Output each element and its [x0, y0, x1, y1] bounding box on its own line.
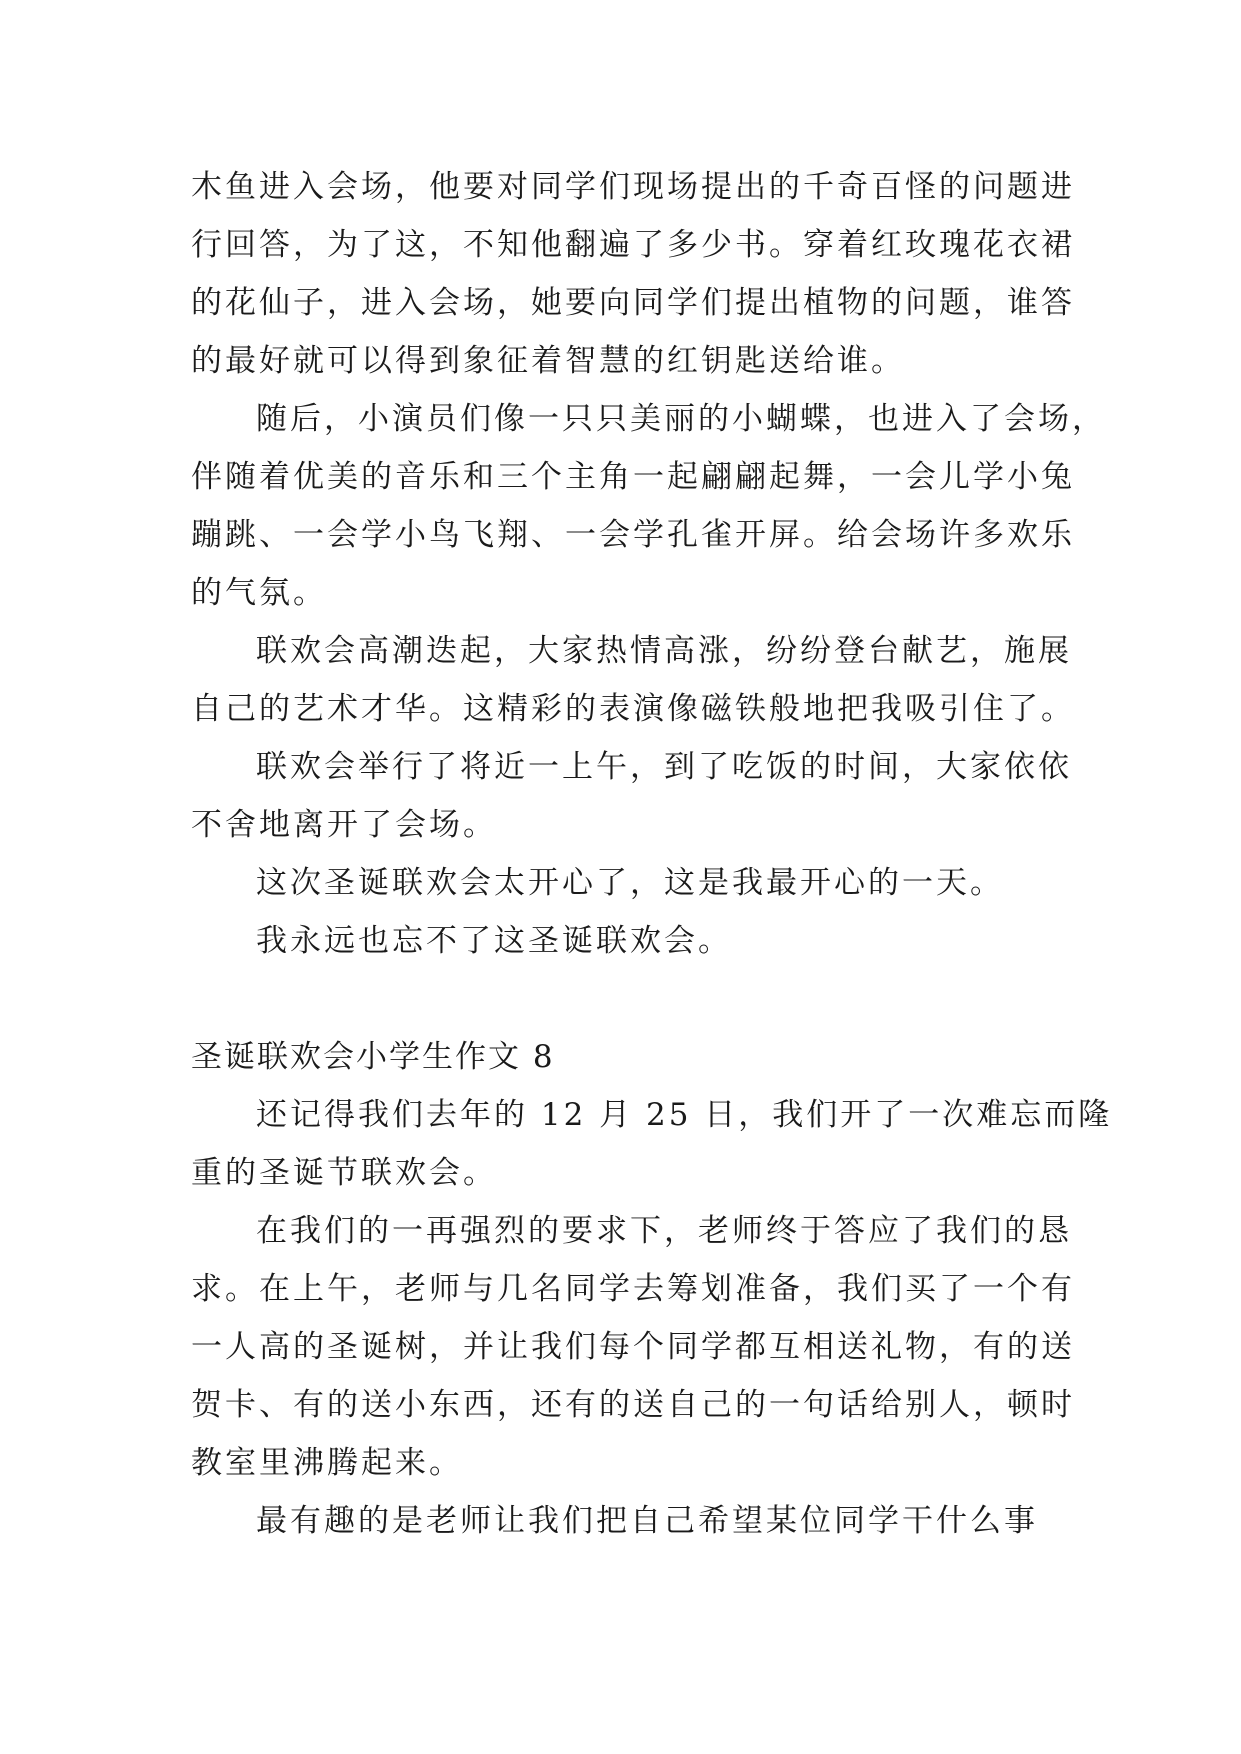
text-line: 行回答，为了这，不知他翻遍了多少书。穿着红玫瑰花衣裙 — [191, 227, 1075, 263]
text-block-top — [191, 158, 1106, 970]
paragraph — [191, 854, 1071, 912]
text-line: 最有趣的是老师让我们把自己希望某位同学干什么事 — [256, 1503, 1038, 1539]
text-line: 教室里沸腾起来。 — [191, 1445, 463, 1481]
text-line: 联欢会高潮迭起，大家热情高涨，纷纷登台献艺，施展 — [256, 633, 1072, 669]
text-line: 联欢会举行了将近一上午，到了吃饭的时间，大家依依 — [256, 749, 1072, 785]
paragraph — [191, 1086, 1113, 1202]
document-page — [191, 158, 1113, 1550]
text-line: 还记得我们去年的 12 月 25 日，我们开了一次难忘而隆 — [256, 1097, 1113, 1133]
text-line: 在我们的一再强烈的要求下，老师终于答应了我们的恳 — [256, 1213, 1072, 1249]
paragraph — [191, 912, 1071, 970]
text-line: 求。在上午，老师与几名同学去筹划准备，我们买了一个有 — [191, 1271, 1075, 1307]
text-line: 蹦跳、一会学小鸟飞翔、一会学孔雀开屏。给会场许多欢乐 — [191, 517, 1075, 553]
paragraph — [191, 158, 1075, 390]
text-line: 自己的艺术才华。这精彩的表演像磁铁般地把我吸引住了。 — [191, 691, 1075, 727]
text-line: 这次圣诞联欢会太开心了，这是我最开心的一天。 — [256, 865, 1004, 901]
text-line: 的气氛。 — [191, 575, 327, 611]
text-line: 一人高的圣诞树，并让我们每个同学都互相送礼物，有的送 — [191, 1329, 1075, 1365]
section-gap — [191, 970, 1071, 1028]
paragraph — [191, 738, 1071, 854]
text-line: 重的圣诞节联欢会。 — [191, 1155, 497, 1191]
text-line: 不舍地离开了会场。 — [191, 807, 497, 843]
text-line: 的花仙子，进入会场，她要向同学们提出植物的问题，谁答 — [191, 285, 1075, 321]
text-line: 的最好就可以得到象征着智慧的红钥匙送给谁。 — [191, 343, 905, 379]
paragraph — [191, 622, 1075, 738]
text-line: 随后，小演员们像一只只美丽的小蝴蝶，也进入了会场， — [256, 401, 1106, 437]
paragraph — [191, 1492, 1071, 1550]
text-line: 贺卡、有的送小东西，还有的送自己的一句话给别人，顿时 — [191, 1387, 1075, 1423]
section-title: 圣诞联欢会小学生作文 8 — [191, 1039, 555, 1075]
text-block-bottom — [191, 1086, 1113, 1550]
paragraph — [191, 1202, 1075, 1492]
text-line: 伴随着优美的音乐和三个主角一起翩翩起舞，一会儿学小兔 — [191, 459, 1075, 495]
paragraph — [191, 390, 1106, 622]
text-line: 木鱼进入会场，他要对同学们现场提出的千奇百怪的问题进 — [191, 169, 1075, 205]
text-line: 我永远也忘不了这圣诞联欢会。 — [256, 923, 732, 959]
